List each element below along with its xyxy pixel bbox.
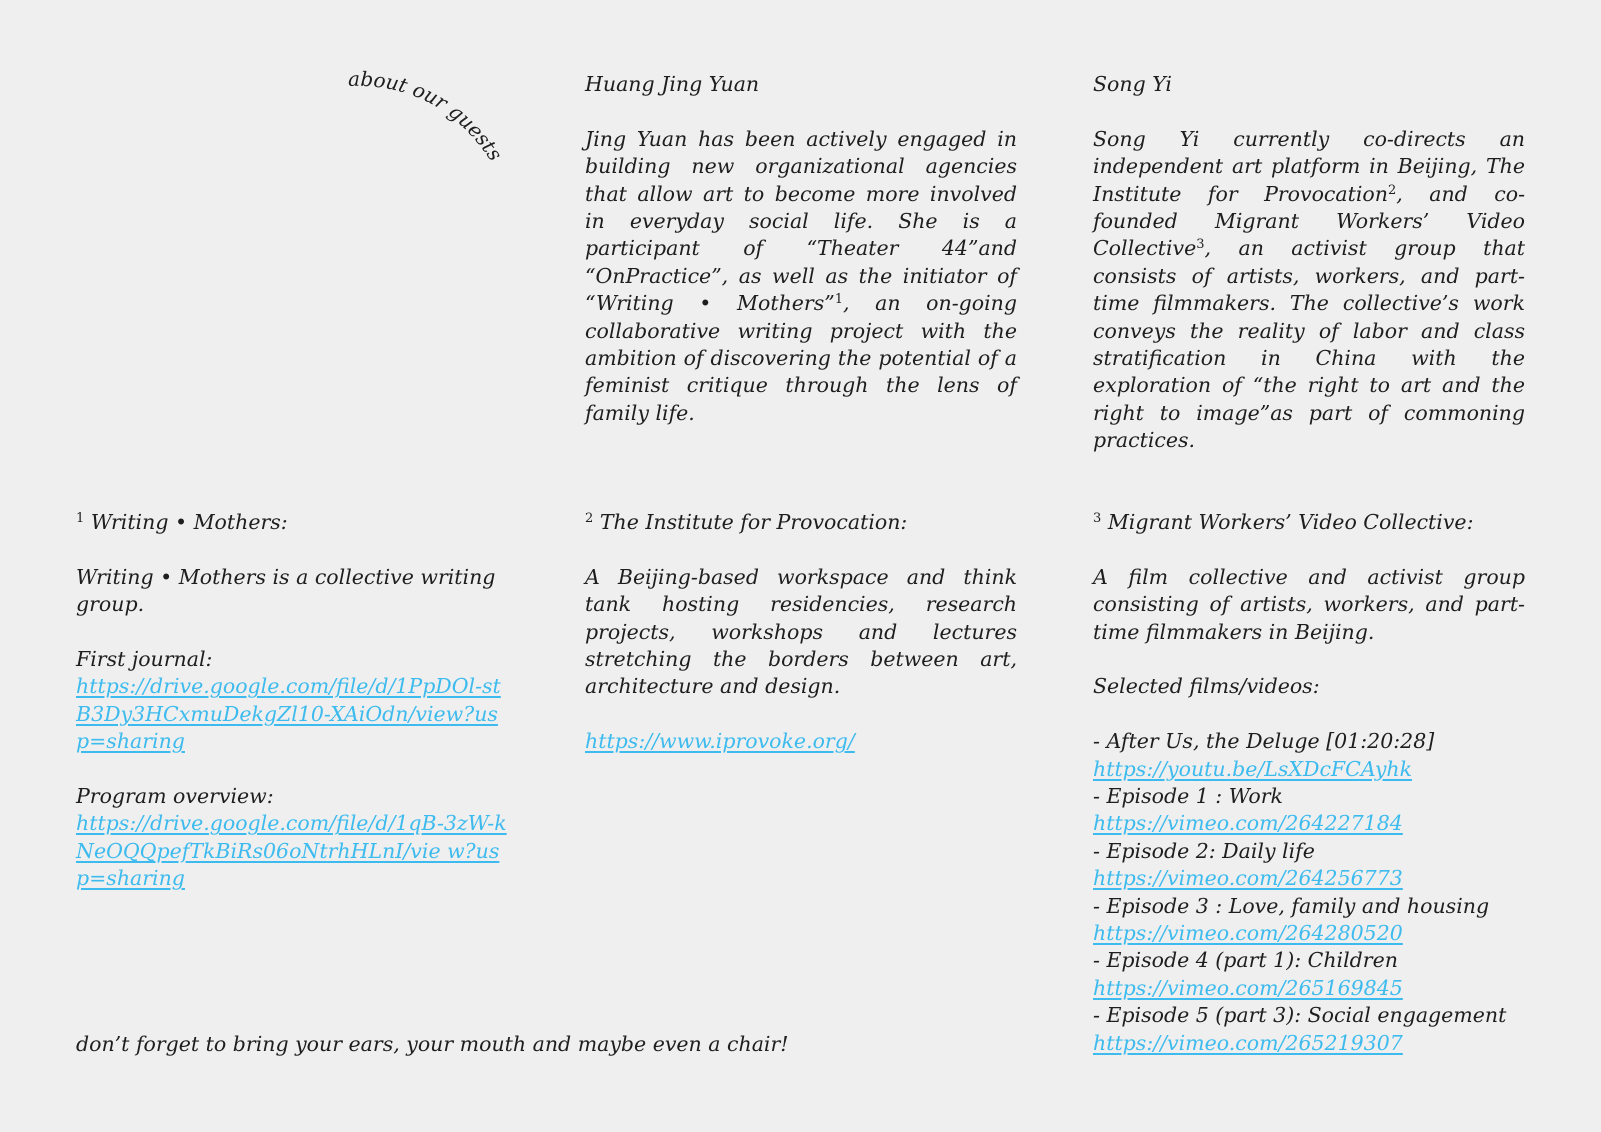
iprovoke-link[interactable]: https://www.iprovoke.org/	[585, 729, 855, 754]
footnote-number: 1	[76, 511, 85, 526]
footnote-ref-1[interactable]: 1	[834, 292, 843, 308]
film-title: - After Us, the Deluge [01:20:28]	[1093, 729, 1435, 754]
film-link[interactable]: https://vimeo.com/265169845	[1093, 975, 1403, 1000]
film-title: - Episode 5 (part 3): Social engagement	[1093, 1003, 1507, 1028]
footnote-title: $^3$ Migrant Workers’ Video Collective:	[1093, 510, 1474, 534]
film-link[interactable]: https://vimeo.com/264280520	[1093, 921, 1403, 946]
curved-title-svg	[330, 62, 530, 192]
film-link[interactable]: https://youtu.be/LsXDcFCAyhk	[1093, 756, 1413, 781]
curved-title-text: about our guests	[347, 66, 508, 166]
film-title: - Episode 4 (part 1): Children	[1093, 948, 1398, 973]
film-title: - Episode 1 : Work	[1093, 784, 1283, 809]
footnote-description: A Beijing-based workspace and think tank hosting residencies, research projects, workshops and lectures stretching the borders between art, architecture and design.	[585, 564, 1017, 699]
program-overview-link[interactable]: https://drive.google.com/file/d/1qB-3zW-kNeOQQpefTkBiRs06oNtrhHLnI/vie w?usp=sharing	[76, 811, 507, 891]
program-overview-label: Program overview:	[76, 784, 274, 809]
footnote-title: $^1$ Writing • Mothers:	[76, 510, 288, 534]
footnote-number: 3	[1093, 511, 1102, 526]
footnote-ref-2[interactable]: 2	[1387, 182, 1397, 198]
film-list	[1093, 728, 1525, 1057]
guest-huang-jing-yuan	[585, 71, 1017, 427]
footnote-ref-3[interactable]: 3	[1196, 237, 1205, 253]
film-title: - Episode 3 : Love, family and housing	[1093, 893, 1490, 918]
guest-bio: Jing Yuan has been actively engaged in building new organizational agencies that allow art to become more involved in everyday social life. She is a participant of “Theater 44”and “OnPractice”, as well as the initiator of “Writing • Mothers”$^1$, an on-going collaborative writing project with the ambition of discovering the potential of a feminist critique through the lens of family life.	[585, 126, 1017, 425]
footer-note: don’t forget to bring your ears, your mouth and maybe even a chair!	[76, 1032, 789, 1056]
footnote-institute-for-provocation	[585, 509, 1017, 756]
first-journal-link[interactable]: https://drive.google.com/file/d/1PpDOl-stB3Dy3HCxmuDekgZl10-XAiOdn/view?usp=sharing	[76, 674, 501, 754]
films-label: Selected films/videos:	[1093, 674, 1320, 699]
first-journal-label: First journal:	[76, 647, 213, 671]
footnote-description: Writing • Mothers is a collective writing group.	[76, 564, 496, 617]
guest-name: Song Yi	[1093, 72, 1172, 96]
footnote-number: 2	[585, 511, 594, 526]
section-title-about-our-guests	[330, 62, 530, 192]
footnote-title: $^2$ The Institute for Provocation:	[585, 510, 908, 534]
film-title: - Episode 2: Daily life	[1093, 838, 1315, 863]
guest-bio: Song Yi currently co-directs an independent art platform in Beijing, The Institute for Provocation$^2$, and co-founded Migrant Workers’ Video Collective$^3$, an activist group that consists of artists, workers, and part-time filmmakers. The collective’s work conveys the reality of labor and class stratification in China with the exploration of “the right to art and the right to image”as part of commoning practices.	[1093, 126, 1525, 453]
footnote-writing-mothers	[76, 509, 508, 893]
guest-song-yi	[1093, 71, 1525, 455]
film-link[interactable]: https://vimeo.com/264227184	[1093, 811, 1403, 836]
film-link[interactable]: https://vimeo.com/265219307	[1093, 1030, 1403, 1055]
film-link[interactable]: https://vimeo.com/264256773	[1093, 866, 1403, 891]
guest-name: Huang Jing Yuan	[585, 72, 760, 96]
footnote-description: A film collective and activist group consisting of artists, workers, and part-time filmmakers in Beijing.	[1093, 564, 1525, 644]
footnote-migrant-workers-video-collective	[1093, 509, 1525, 1057]
